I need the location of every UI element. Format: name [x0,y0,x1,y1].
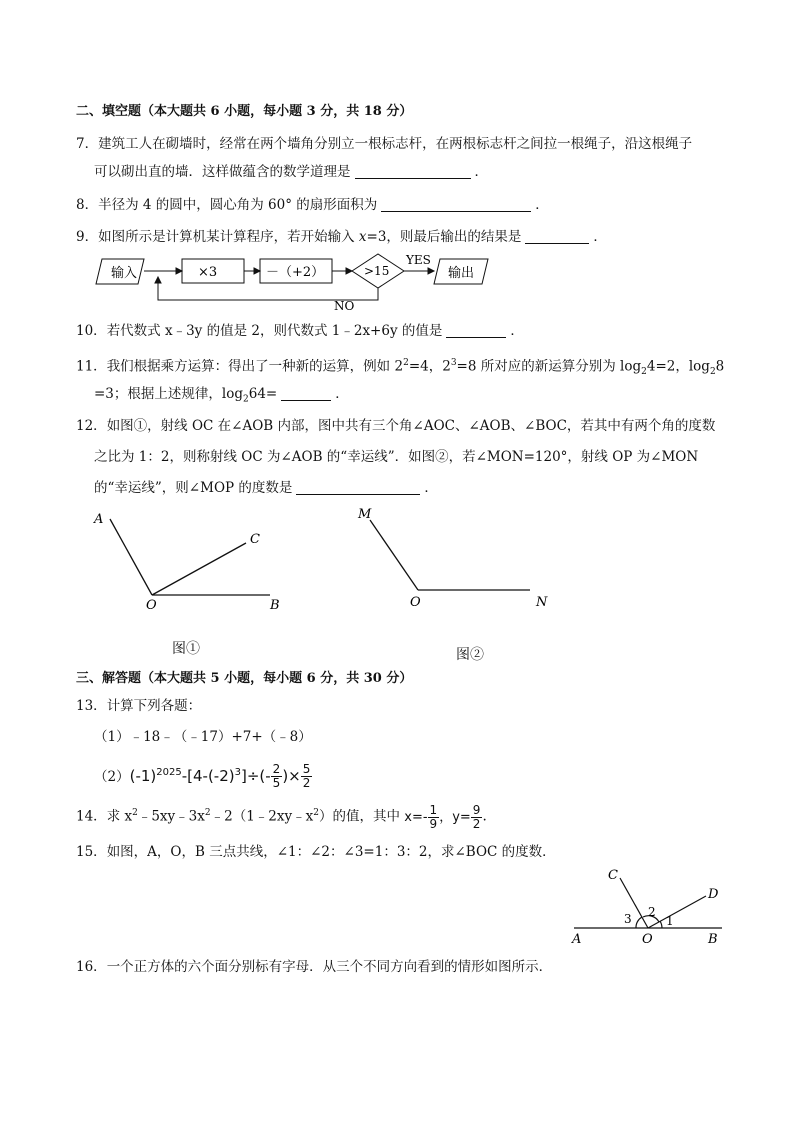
flow-cond-label: >15 [364,264,390,278]
q11-sup1: 2 [403,358,409,368]
q12-number: 12． [76,418,107,434]
q11-text-g: 64= [248,386,278,402]
q14-text4: ）的值，其中 [318,808,405,825]
flow-output-label: 输出 [448,266,475,281]
q11-text-a: 我们根据乘方运算：得出了一种新的运算，例如 2 [106,358,404,375]
q14-y-eq: y= [452,809,471,825]
q13-part1: （1）﹣18﹣（﹣17）+7+（﹣8） [94,729,312,745]
q9-number: 9． [76,229,99,245]
angle2-label: 2 [648,905,656,919]
q14-comma: ， [439,809,453,825]
q10-answer-blank[interactable] [446,323,506,338]
q9-end: ． [593,229,607,245]
q11-sup2: 3 [450,358,457,368]
q8-text: 半径为 4 的圆中，圆心角为 60° 的扇形面积为 [98,197,378,213]
q13-frac2-num: 5 [302,762,311,776]
label-O2: O [410,595,421,610]
q10-number: 10． [76,323,107,339]
q11-sub2: 2 [709,367,716,378]
q14-y-den: 2 [472,816,481,831]
label-B: B [270,598,280,613]
q11-number: 11． [76,358,107,375]
q13-frac1-den: 5 [272,776,281,790]
q15-figure [566,866,736,948]
q10-line [76,321,524,341]
q14-x-eq: x=- [404,809,428,825]
q15-number: 15． [76,844,107,860]
q7-text1: 建筑工人在砌墙时，经常在两个墙角分别立一根标志杆，在两根标志杆之间拉一根绳子，沿这根绳子 [98,136,693,152]
q16-text: 一个正方体的六个面分别标有字母．从三个不同方向看到的情形如图所示． [106,959,553,975]
q14-sup3: 2 [313,808,319,818]
angle3-label: 3 [624,912,632,926]
q12-figure2-caption: 图② [456,647,484,663]
q12-line1 [76,416,715,436]
q13-exp: 2025 [156,767,182,778]
q9-text2: =3，则最后输出的结果是 [366,229,522,245]
q14-number: 14． [76,808,107,825]
q9-answer-blank[interactable] [525,229,589,244]
q12-text3: 的“幸运线”，则∠MOP 的度数是 [94,480,293,496]
flow-times3-label: ×3 [198,265,218,280]
section2-title: 二、填空题（本大题共 6 小题，每小题 3 分，共 18 分） [76,104,413,119]
q7-number: 7． [76,136,99,152]
ray-OM [370,520,418,590]
label-A15: A [572,932,582,947]
q12-figure2 [352,502,562,612]
flow-input-label: 输入 [111,266,138,281]
q7-line1 [76,134,692,154]
q13-frac1-num: 2 [272,762,281,776]
q11-line2 [94,384,349,410]
q14-sup1: 2 [132,808,138,818]
q12-figure1 [88,505,298,615]
q7-answer-blank[interactable] [355,164,471,179]
q8-line [76,195,549,215]
q14-text2: ﹣5xy﹣3x [137,808,205,825]
q10-end: ． [510,323,524,339]
q14-line [76,798,487,831]
q14-end: . [482,808,487,825]
label-O15: O [642,932,653,947]
q9-text1: 如图所示是计算机某计算程序，若开始输入 [98,229,359,245]
q12-text1: 如图①，射线 OC 在∠AOB 内部，图中共有三个角∠AOC、∠AOB、∠BOC，若其中有两个角的度数 [106,418,716,434]
angle1-arc [660,921,662,928]
ray-OD [648,896,706,928]
q14-text3: ﹣2（1﹣2xy﹣x [210,808,314,825]
label-A: A [94,512,104,527]
q13-mid: -[4-(-2) [181,767,235,785]
q8-number: 8． [76,197,99,213]
angle3-arc [636,917,642,928]
q11-text-f: =3；根据上述规律，log [94,386,243,402]
q14-x-den: 9 [429,816,438,831]
q11-text-e: 8 [715,358,725,375]
q15-text: 如图，A，O，B 三点共线，∠1：∠2：∠3=1：3：2，求∠BOC 的度数． [106,844,556,860]
q13-tail: ]÷(- [240,767,271,785]
q13-exp2: 3 [234,767,241,778]
q12-end: ． [424,480,438,496]
q13-text: 计算下列各题： [106,698,202,714]
q9-var: x [358,229,367,245]
label-D: D [708,887,719,902]
q14-text1: 求 x [106,808,133,825]
q12-figure1-caption: 图① [172,641,200,657]
q11-end: ． [335,386,349,402]
q16-line [76,957,552,977]
q16-number: 16． [76,959,107,975]
q13-line [76,696,201,716]
flow-minus2-label: －（+2） [266,265,325,280]
label-C: C [250,532,260,547]
flow-no-label: NO [334,299,355,312]
q11-text-d: 4=2，log [646,358,710,375]
q8-end: ． [535,197,549,213]
q15-line [76,842,556,862]
q9-flowchart [94,252,504,312]
q14-sup2: 2 [204,808,211,818]
q13-number: 13． [76,698,107,714]
q11-text-b: =4，2 [408,358,451,375]
section3-title: 三、解答题（本大题共 5 小题，每小题 6 分，共 30 分） [76,671,413,686]
flow-yes-label: YES [406,253,431,267]
q12-line3 [94,478,438,498]
q14-x-num: 1 [429,802,438,817]
q7-end: ． [474,164,488,180]
q14-y-num: 9 [472,802,481,817]
label-N: N [536,595,548,610]
angle1-label: 1 [666,914,674,928]
q7-text2: 可以砌出直的墙．这样做蕴含的数学道理是 [94,164,351,180]
q7-line2 [94,162,488,182]
q12-answer-blank[interactable] [296,480,420,495]
q13-close: )× [282,767,301,785]
ray-OC [152,543,246,595]
q13-part2-label: （2） [94,769,130,785]
q8-answer-blank[interactable] [381,197,531,212]
q11-sub1: 2 [641,367,647,378]
q12-line2: 之比为 1：2，则称射线 OC 为∠AOB 的“幸运线”．如图②，若∠MON=120°，射线 OP 为∠MON [94,449,699,465]
label-C15: C [608,868,618,883]
q11-sub3: 2 [243,394,249,405]
label-M: M [358,507,372,522]
q13-part2 [94,758,312,788]
q13-frac2-den: 2 [302,776,311,790]
q9-line [76,227,607,247]
ray-OA [110,519,152,595]
q13-base: (-1) [129,767,157,785]
q11-line1 [76,353,724,382]
q11-answer-blank[interactable] [281,386,331,401]
label-O: O [146,598,157,613]
label-B15: B [708,932,718,947]
q11-text-c: =8 所对应的新运算分别为 log [456,358,642,375]
q10-text: 若代数式 x﹣3y 的值是 2，则代数式 1﹣2x+6y 的值是 [106,323,443,339]
